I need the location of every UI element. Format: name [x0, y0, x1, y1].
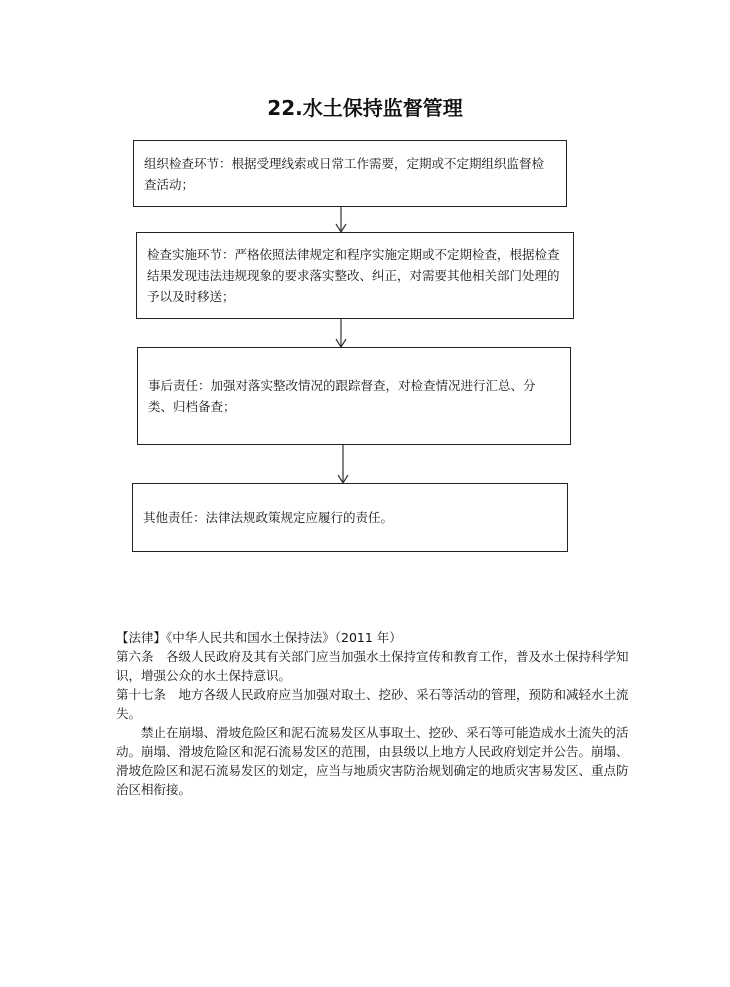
- flow-step-text: 其他责任：法律法规政策规定应履行的责任。: [143, 510, 394, 525]
- law-section: [116, 628, 636, 799]
- law-heading: 【法律】《中华人民共和国水土保持法》（2011 年）: [116, 630, 402, 645]
- law-article-17: 第十七条 地方各级人民政府应当加强对取土、挖砂、采石等活动的管理，预防和减轻水土流失。: [116, 687, 629, 721]
- flow-step-follow-up-responsibility: [137, 347, 571, 445]
- flow-arrow: [336, 445, 350, 484]
- flow-step-other-responsibility: [132, 483, 568, 552]
- flow-arrow: [334, 319, 348, 348]
- flow-step-conduct-inspection: [136, 232, 574, 319]
- flow-arrow: [334, 207, 348, 233]
- law-article-17-paragraph-2: 禁止在崩塌、滑坡危险区和泥石流易发区从事取土、挖砂、采石等可能造成水土流失的活动。崩塌、滑坡危险区和泥石流易发区的范围，由县级以上地方人民政府划定并公告。崩塌、滑坡危险区和泥石流易发区的划定，应当与地质灾害防治规划确定的地质灾害易发区、重点防治区相衔接。: [116, 725, 629, 797]
- flow-step-text: 组织检查环节：根据受理线索或日常工作需要，定期或不定期组织监督检查活动；: [144, 155, 545, 192]
- page-title: 22.水土保持监督管理: [267, 96, 463, 120]
- law-article-6: 第六条 各级人民政府及其有关部门应当加强水土保持宣传和教育工作，普及水土保持科学知识，增强公众的水土保持意识。: [116, 649, 629, 683]
- flow-step-text: 事后责任：加强对落实整改情况的跟踪督查，对检查情况进行汇总、分类、归档备查；: [148, 378, 536, 414]
- flow-step-organize-inspection: [133, 140, 567, 207]
- flow-step-text: 检查实施环节：严格依照法律规定和程序实施定期或不定期检查，根据检查结果发现违法违规现象的要求落实整改、纠正，对需要其他相关部门处理的予以及时移送；: [147, 247, 560, 304]
